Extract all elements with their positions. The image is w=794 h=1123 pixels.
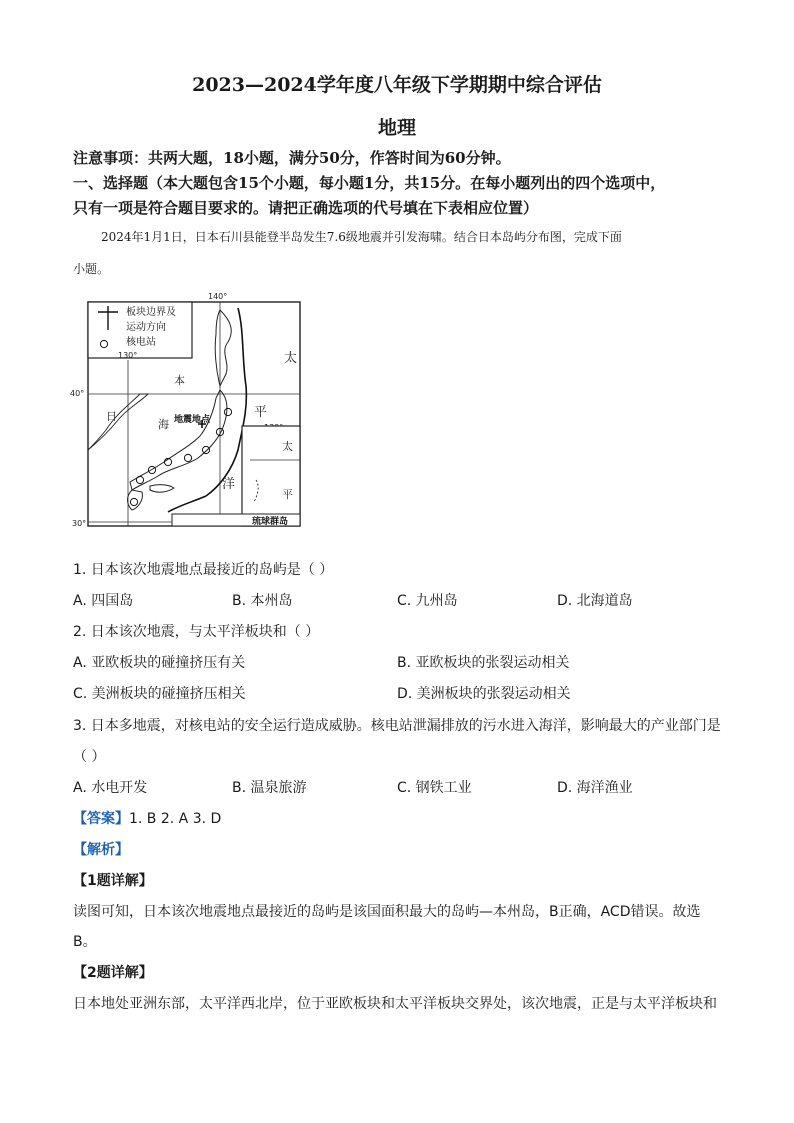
q1-option-b: B. 本州岛 [232,593,293,609]
answer-text: 1. B 2. A 3. D [129,811,222,827]
section1-line2: 只有一项是符合题目要求的。请把正确选项的代号填在下表相应位置） [73,199,539,217]
detail1-line1: 读图可知，日本该次地震地点最接近的岛屿是该国面积最大的岛屿—本州岛，B正确，ACD错误。故选 [73,904,701,920]
q2-option-a: A. 亚欧板块的碰撞挤压有关 [73,655,246,671]
analysis-line [73,839,129,859]
label-earthquake-site: 地震地点 [174,415,211,425]
subject-title: 地理 [377,117,416,139]
answer-line [73,808,221,828]
detail2-heading [73,962,153,982]
label-tai: 太 [284,351,298,366]
q2-option-c: C. 美洲板块的碰撞挤压相关 [73,686,246,702]
inset-label-ryukyu: 琉球群岛 [252,517,289,527]
lon-label-130: 130° [118,351,138,360]
lat-label-40: 40° [70,389,85,398]
q3-option-a: A. 水电开发 [73,780,148,796]
question-3-stem-cont: （ ） [73,749,106,765]
intro-line2: 小题。 [73,262,110,276]
q3-option-c: C. 钢铁工业 [397,780,472,796]
label-ping: 平 [254,405,268,420]
q2-option-d: D. 美洲板块的张裂运动相关 [397,686,571,702]
detail2-label: 【2题详解】 [73,965,153,981]
question-3-stem: 3. 日本多地震，对核电站的安全运行造成威胁。核电站泄漏排放的污水进入海洋，影响最大的产业部门是 [73,718,721,734]
lon-label-140: 140° [208,292,228,301]
detail1-heading [73,870,153,890]
intro-line1: 2024年1月1日，日本石川县能登半岛发生7.6级地震并引发海啸。结合日本岛屿分布图，完成下面 [101,230,622,244]
section1-line1: 一、选择题（本大题包含15个小题，每小题1分，共15分。在每小题列出的四个选项中， [73,174,666,192]
label-ben: 本 [174,374,185,387]
inset-label-tai: 太 [282,440,293,453]
legend-text-2: 运动方向 [126,322,166,333]
notice: 注意事项：共两大题，18小题，满分50分，作答时间为60分钟。 [73,149,511,167]
exam-title: 2023—2024学年度八年级下学期期中综合评估 [192,74,602,96]
q2-option-b: B. 亚欧板块的张裂运动相关 [397,655,570,671]
detail1-line2: B。 [73,934,97,950]
question-1-stem: 1. 日本该次地震地点最接近的岛屿是（ ） [73,562,334,578]
q1-option-a: A. 四国岛 [73,593,134,609]
q3-option-b: B. 温泉旅游 [232,780,307,796]
q1-option-c: C. 九州岛 [397,593,458,609]
analysis-label: 【解析】 [73,842,129,858]
q1-option-d: D. 北海道岛 [557,593,633,609]
answer-label: 【答案】 [73,811,129,827]
label-yang: 洋 [222,477,236,492]
legend-text-3: 核电站 [126,337,156,348]
inset-label-ping: 平 [282,488,293,501]
legend-text-1: 板块边界及 [126,307,176,318]
detail2-line1: 日本地处亚洲东部，太平洋西北岸，位于亚欧板块和太平洋板块交界处，该次地震，正是与太平洋板块和 [73,996,717,1012]
label-ri: 日 [106,410,117,423]
question-2-stem: 2. 日本该次地震，与太平洋板块和（ ） [73,624,320,640]
lat-label-30: 30° [72,519,87,528]
q3-option-d: D. 海洋渔业 [557,780,633,796]
japan-map-figure [70,290,310,540]
label-hai: 海 [158,418,169,431]
detail1-label: 【1题详解】 [73,873,153,889]
